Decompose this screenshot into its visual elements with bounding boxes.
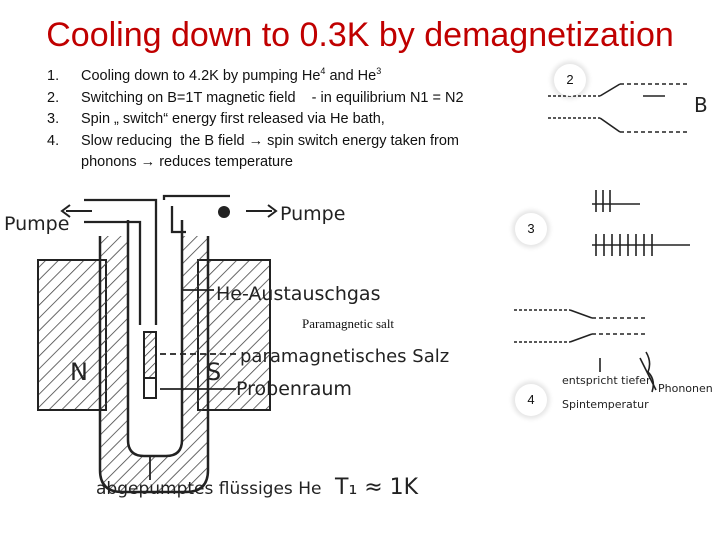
temperature-label: T₁ ≈ 1K <box>335 475 419 500</box>
valve-icon <box>218 206 230 218</box>
sample-space-label: Probenraum <box>236 378 352 400</box>
salt-pill <box>144 332 156 378</box>
pumpe-right-label: Pumpe <box>280 203 346 225</box>
slide-title: Cooling down to 0.3K by demagnetization <box>46 16 674 54</box>
salt-de-label: paramagnetisches Salz <box>240 346 450 367</box>
phonons-label: Phononen <box>658 382 713 395</box>
pole-s-label: S <box>206 358 222 386</box>
list-item-continuation: phonons → reduces temperature <box>81 154 293 170</box>
step-badge-2: 2 <box>554 64 586 96</box>
list-item: 3. Spin „ switch“ energy first released via He bath, <box>47 111 385 127</box>
field-b-label: B <box>694 93 708 117</box>
right-arrow-icon: → <box>248 132 264 149</box>
liquid-helium-label: abgepumptes flüssiges He <box>96 479 322 499</box>
exchange-gas-label: He-Austauschgas <box>216 283 381 305</box>
right-arrow-icon: → <box>140 154 156 170</box>
list-item: 2. Switching on B=1T magnetic field - in equilibrium N1 = N2 <box>47 89 464 106</box>
sample-space <box>144 378 156 398</box>
magnet-pole-n <box>38 260 106 410</box>
spin-diagram-3 <box>592 190 690 256</box>
pumpe-left-label: Pumpe <box>4 213 70 235</box>
step-badge-4: 4 <box>515 384 547 416</box>
spin-temp-line1: entspricht tiefer <box>562 374 651 387</box>
spin-temp-line2: Spintemperatur <box>562 398 649 411</box>
list-item: 4. Slow reducing the B field → spin switch energy taken from <box>47 132 459 149</box>
pole-n-label: N <box>70 358 88 386</box>
step-badge-3: 3 <box>515 213 547 245</box>
list-item: 1. Cooling down to 4.2K by pumping He$^4$ and He$^3$ <box>47 66 382 84</box>
paramagnetic-salt-label: Paramagnetic salt <box>302 316 395 331</box>
